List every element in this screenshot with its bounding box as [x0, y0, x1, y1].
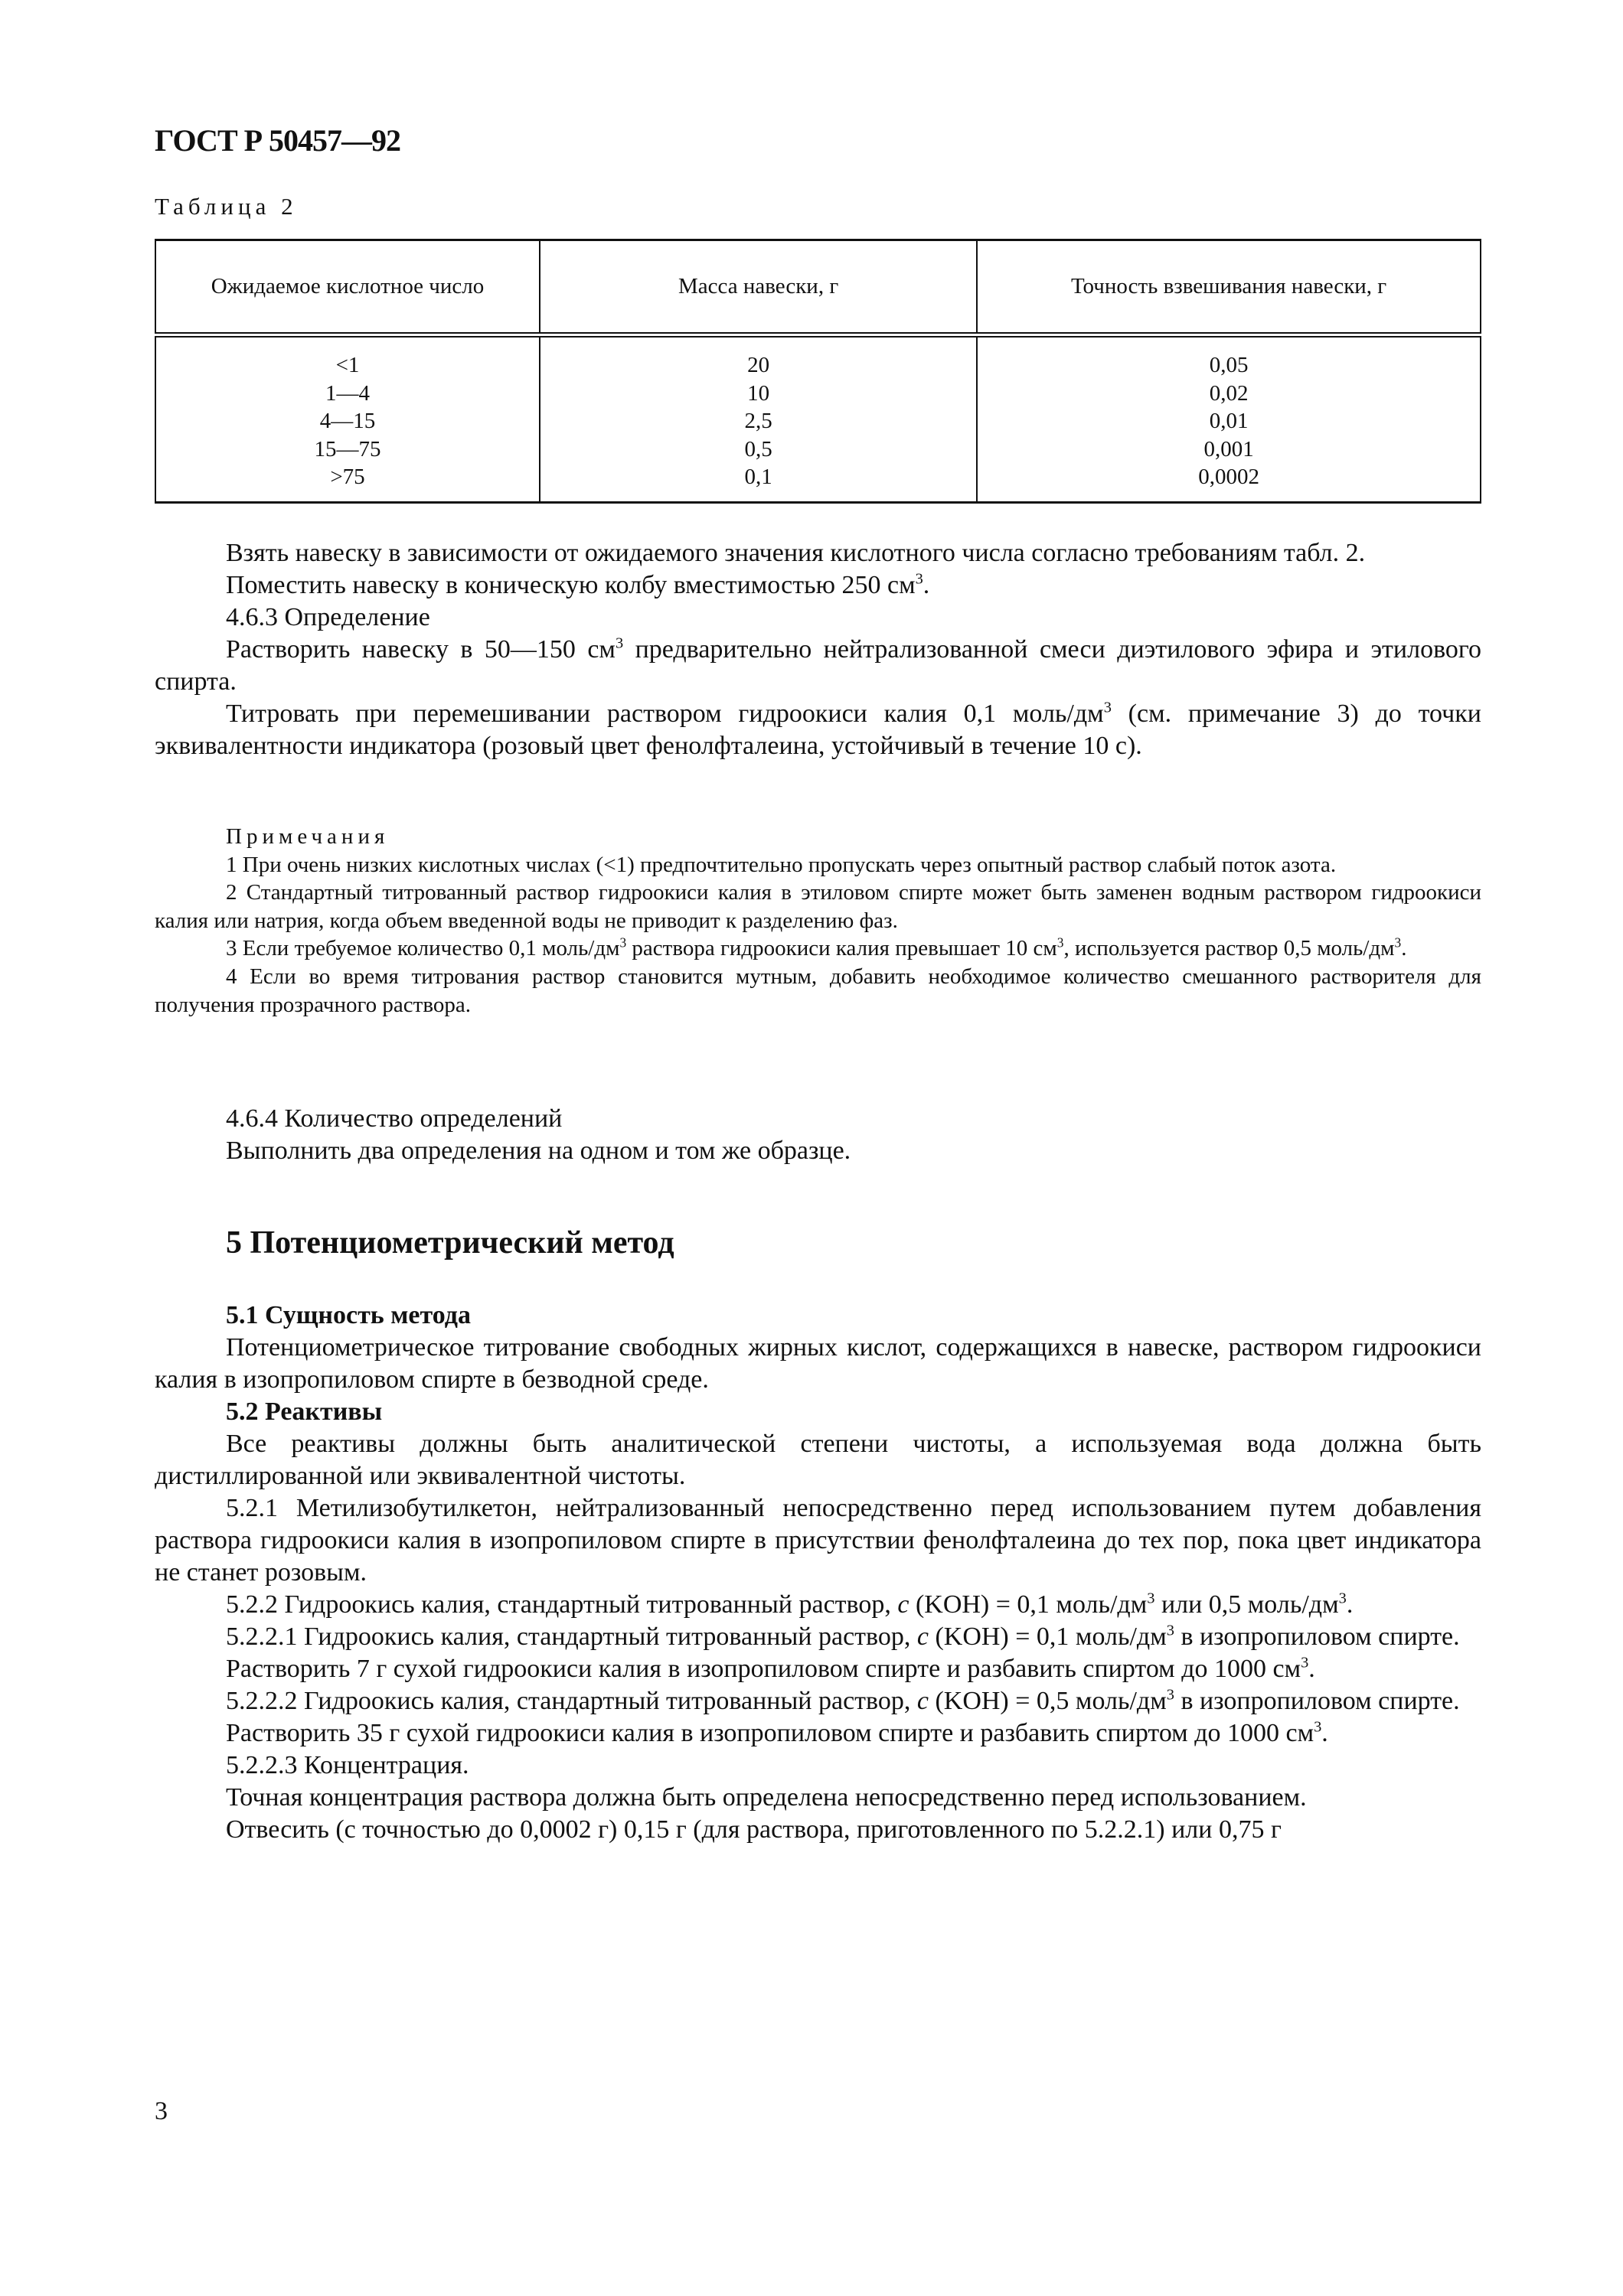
table-cell: 0,1: [744, 465, 772, 489]
paragraph: Растворить 35 г сухой гидроокиси калия в изопропиловом спирте и разбавить спиртом до 1000 $см^3$.: [226, 1718, 1328, 1747]
superscript: 3: [1338, 1590, 1347, 1607]
table-cell: <1: [335, 353, 360, 377]
paragraph: Отвесить (с точностью до 0,0002 г) 0,15 г (для раствора, приготовленного по 5.2.2.1) или 0,75 г: [226, 1815, 1282, 1844]
symbol: c: [916, 1623, 929, 1651]
superscript: 3: [1103, 699, 1112, 716]
superscript: 3: [615, 634, 624, 652]
text: в изопропиловом спирте.: [1174, 1687, 1460, 1715]
paragraph: Поместить навеску в коническую колбу вместимостью 250 $см^3$.: [226, 570, 930, 599]
table-cell: 0,01: [1209, 409, 1249, 433]
paragraph: [155, 1685, 1481, 1717]
superscript: 3: [619, 934, 627, 951]
table-cell: 0,5: [744, 436, 772, 461]
subsection-heading: 5.1 Сущность метода: [226, 1301, 471, 1329]
column-acid-number: [155, 335, 540, 503]
superscript: 3: [1166, 1686, 1174, 1704]
paragraph: Точная концентрация раствора должна быть определена непосредственно перед использованием.: [226, 1783, 1307, 1812]
text: раствора гидроокиси калия превышает 10 см: [626, 936, 1057, 961]
section-5-heading: 5 Потенциометрический метод: [226, 1225, 674, 1261]
symbol: c: [916, 1687, 929, 1715]
paragraph: [155, 1621, 1481, 1653]
column-header: Масса навески, г: [540, 240, 977, 335]
column-mass: [540, 335, 977, 503]
paragraph: Все реактивы должны быть аналитической степени чистоты, а используемая вода должна быть дистиллированной или эквивалентной чистоты.: [155, 1430, 1481, 1490]
table-cell: 0,0002: [1198, 465, 1259, 489]
text: в изопропиловом спирте.: [1174, 1623, 1460, 1651]
notes: [155, 823, 1481, 1019]
section-5-body: [155, 1300, 1481, 1846]
note: 1 При очень низких кислотных числах (<1) предпочтительно пропускать через опытный раствор слабый поток азота.: [226, 852, 1337, 877]
section-4-6-4: [155, 1103, 1481, 1167]
text: (KOH) = 0,1 моль/дм: [928, 1623, 1167, 1651]
superscript: 3: [1314, 1718, 1322, 1736]
superscript: 3: [915, 570, 923, 588]
superscript: 3: [1056, 934, 1064, 951]
paragraph: Потенциометрическое титрование свободных жирных кислот, содержащихся в навеске, раствором гидроокиси калия в изопропиловом спирте в безводной среде.: [155, 1333, 1481, 1394]
note: 4 Если во время титрования раствор становится мутным, добавить необходимое количество смешанного растворителя для получения прозрачного раствора.: [155, 964, 1481, 1017]
text: или 0,5 моль/дм: [1154, 1590, 1339, 1619]
table-cell: 4—15: [319, 409, 376, 433]
table-cell: 0,001: [1203, 436, 1254, 461]
table-cell: 0,05: [1209, 353, 1249, 377]
table-header-row: [155, 240, 1481, 335]
superscript: 3: [1301, 1654, 1309, 1671]
column-header: Точность взвешивания навески, г: [977, 240, 1481, 335]
text: Растворить 7 г сухой гидроокиси калия в изопропиловом спирте и разбавить спиртом до 1000 см: [226, 1655, 1301, 1683]
table-body: [155, 335, 1481, 503]
paragraph: 5.2.2 Гидроокись калия, стандартный титрованный раствор, c (KOH) = 0,1 моль/$дм^3$ или 0,5 моль/$дм^3$.: [226, 1590, 1354, 1619]
text: 5.2.2 Гидроокись калия, стандартный титрованный раствор,: [226, 1590, 898, 1619]
paragraph: Взять навеску в зависимости от ожидаемого значения кислотного числа согласно требованиям табл. 2.: [226, 539, 1366, 567]
section-4-6-2-text: [155, 537, 1481, 762]
paragraph: Растворить 7 г сухой гидроокиси калия в изопропиловом спирте и разбавить спиртом до 1000 $см^3$.: [226, 1654, 1315, 1683]
column-header: Ожидаемое кислотное число: [155, 240, 540, 335]
text: 3 Если требуемое количество 0,1 моль/дм: [226, 936, 620, 961]
table-cell: 0,02: [1209, 380, 1249, 406]
text: Поместить навеску в коническую колбу вместимостью 250 см: [226, 571, 916, 599]
superscript: 3: [1147, 1590, 1155, 1607]
symbol: c: [897, 1590, 909, 1619]
superscript: 3: [1166, 1622, 1174, 1639]
table-caption: Таблица 2: [155, 193, 298, 220]
column-precision: [977, 335, 1481, 503]
text: 5.2.2.2 Гидроокись калия, стандартный титрованный раствор,: [226, 1687, 917, 1715]
table-cell: 2,5: [744, 409, 772, 433]
paragraph: Выполнить два определения на одном и том же образце.: [226, 1137, 851, 1165]
text: Растворить 35 г сухой гидроокиси калия в изопропиловом спирте и разбавить спиртом до 1000 см: [226, 1719, 1314, 1747]
page-number: 3: [155, 2097, 168, 2125]
text: (KOH) = 0,1 моль/дм: [909, 1590, 1148, 1619]
paragraph: 5.2.1 Метилизобутилкетон, нейтрализованный непосредственно перед использованием путем добавления раствора гидроокиси калия в изопропиловом спирте в присутствии фенолфталеина до тех пор, пока цвет индикатора не станет розовым.: [155, 1494, 1481, 1587]
text: (см. примечание 3) до точки эквивалентности индикатора (розовый цвет фенолфталеина, устойчивый в течение 10 с).: [155, 700, 1481, 760]
paragraph: 5.2.2.3 Концентрация.: [226, 1751, 469, 1779]
text: (KOH) = 0,5 моль/дм: [928, 1687, 1167, 1715]
text: Растворить навеску в 50—150 см: [226, 635, 616, 664]
text: предварительно нейтрализованной смеси диэтилового эфира и этилового спирта.: [155, 635, 1481, 696]
subsection-heading: 4.6.3 Определение: [226, 603, 430, 631]
text: 5.2.2.1 Гидроокись калия, стандартный титрованный раствор,: [226, 1623, 917, 1651]
text: Титровать при перемешивании раствором гидроокиси калия 0,1 моль/дм: [226, 700, 1104, 728]
note: 2 Стандартный титрованный раствор гидроокиси калия в этиловом спирте может быть заменен водным раствором гидроокиси калия или натрия, когда объем введенной воды не приводит к разделению фаз.: [155, 880, 1481, 933]
note: 3 Если требуемое количество 0,1 моль/$дм^3$ раствора гидроокиси калия превышает 10 $см^3$, используется раствор 0,5 моль/$дм^3$.: [226, 934, 1407, 961]
table-cell: 10: [747, 380, 770, 406]
table-cell: >75: [330, 465, 365, 489]
table-cell: 1—4: [325, 380, 370, 406]
subsection-heading: 5.2 Реактивы: [226, 1397, 383, 1426]
notes-title: Примечания: [226, 824, 390, 849]
paragraph: [155, 634, 1481, 698]
paragraph: [155, 698, 1481, 762]
subsection-heading: 4.6.4 Количество определений: [226, 1104, 563, 1133]
data-table: [155, 239, 1481, 504]
text: , используется раствор 0,5 моль/дм: [1063, 936, 1395, 961]
superscript: 3: [1394, 934, 1402, 951]
table-cell: 15—75: [314, 436, 381, 461]
document-header: ГОСТ Р 50457—92: [155, 123, 401, 158]
table-cell: 20: [747, 353, 770, 377]
